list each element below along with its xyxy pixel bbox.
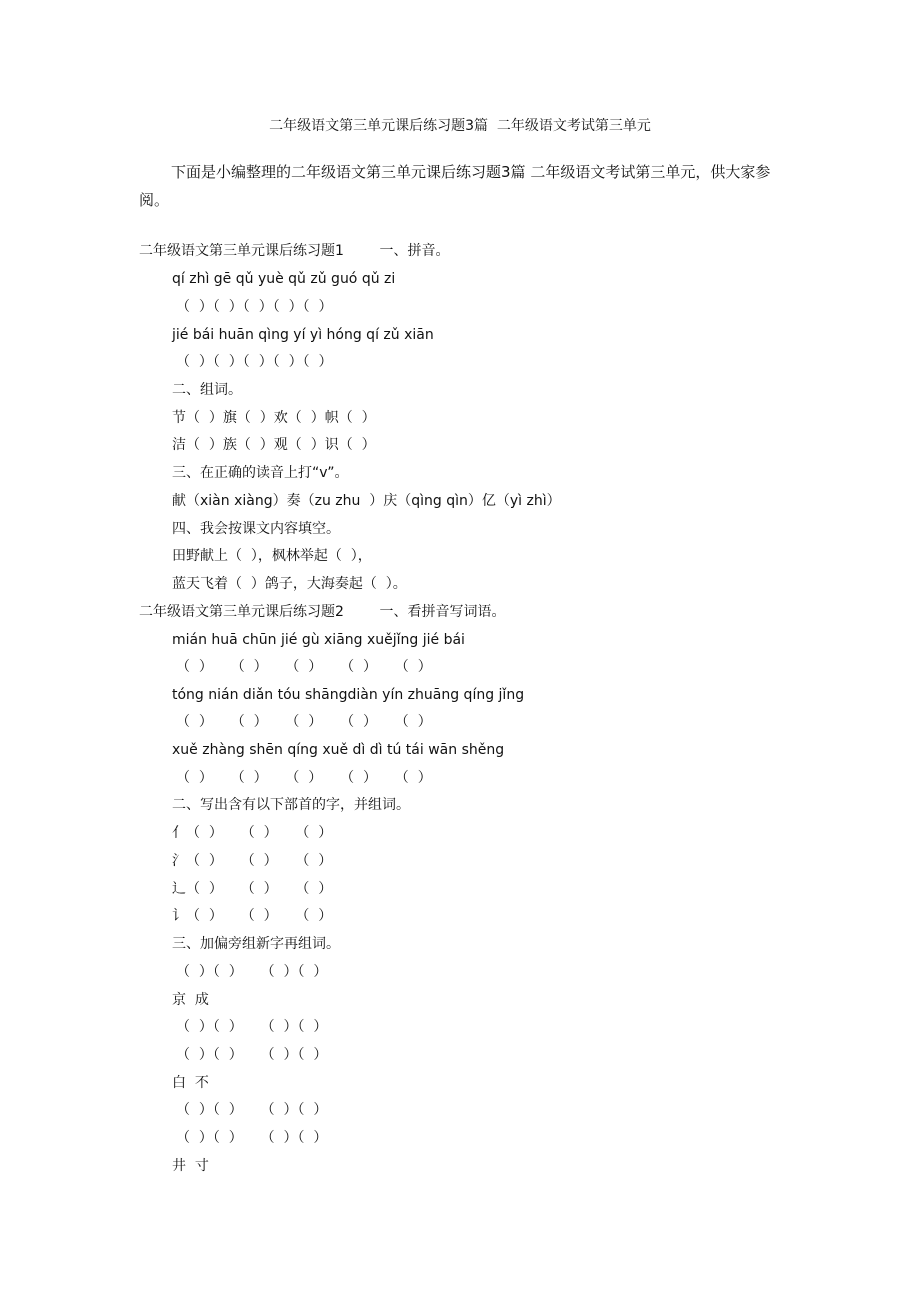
radical-line: 亻（ ） （ ） （ ） bbox=[172, 825, 333, 841]
question-heading: 二、组词。 bbox=[172, 382, 242, 398]
section-heading-1: 二年级语文第三单元课后练习题1 一、拼音。 bbox=[139, 243, 450, 259]
answer-blanks: （ ）（ ） （ ）（ ） bbox=[176, 1019, 328, 1035]
exercise-line: 田野献上（ ），枫林举起（ ）， bbox=[172, 548, 372, 564]
answer-blanks: （ ）（ ） （ ）（ ） bbox=[176, 1047, 328, 1063]
answer-blanks: （ ）（ ）（ ）（ ）（ ） bbox=[176, 354, 333, 370]
answer-blanks: （ ） （ ） （ ） （ ） （ ） bbox=[176, 714, 432, 730]
base-characters: 白 不 bbox=[172, 1075, 209, 1091]
answer-blanks: （ ）（ ） （ ）（ ） bbox=[176, 1102, 328, 1118]
pinyin-line: tóng nián diǎn tóu shāngdiàn yín zhuāng qíng jǐng bbox=[172, 687, 525, 703]
radical-line: 辶（ ） （ ） （ ） bbox=[172, 881, 333, 897]
pinyin-line: jié bái huān qìng yí yì hóng qí zǔ xiān bbox=[172, 327, 434, 343]
answer-blanks: （ ）（ ）（ ）（ ）（ ） bbox=[176, 299, 333, 315]
question-heading: 三、在正确的读音上打“v”。 bbox=[172, 465, 349, 481]
question-heading: 四、我会按课文内容填空。 bbox=[172, 521, 340, 537]
answer-blanks: （ ） （ ） （ ） （ ） （ ） bbox=[176, 770, 432, 786]
answer-blanks: （ ）（ ） （ ）（ ） bbox=[176, 1130, 328, 1146]
question-heading: 二、写出含有以下部首的字，并组词。 bbox=[172, 797, 410, 813]
pinyin-line: qí zhì gē qǔ yuè qǔ zǔ guó qǔ zi bbox=[172, 271, 396, 287]
base-characters: 井 寸 bbox=[172, 1158, 209, 1174]
exercise-line: 献（xiàn xiàng）奏（zu zhu ）庆（qìng qìn）亿（yì zhì） bbox=[172, 493, 561, 509]
section-heading-2: 二年级语文第三单元课后练习题2 一、看拼音写词语。 bbox=[139, 604, 506, 620]
pinyin-line: xuě zhàng shēn qíng xuě dì dì tú tái wān shěng bbox=[172, 742, 505, 758]
answer-blanks: （ ）（ ） （ ）（ ） bbox=[176, 964, 328, 980]
document-title: 二年级语文第三单元课后练习题3篇 二年级语文考试第三单元 bbox=[269, 118, 651, 134]
exercise-line: 节（ ）旗（ ）欢（ ）帜（ ） bbox=[172, 410, 376, 426]
question-heading: 三、加偏旁组新字再组词。 bbox=[172, 936, 340, 952]
exercise-line: 蓝天飞着（ ）鸽子，大海奏起（ ）。 bbox=[172, 576, 407, 592]
radical-line: 氵（ ） （ ） （ ） bbox=[172, 853, 333, 869]
base-characters: 京 成 bbox=[172, 992, 209, 1008]
pinyin-line: mián huā chūn jié gù xiāng xuějǐng jié bái bbox=[172, 632, 465, 648]
exercise-line: 洁（ ）族（ ）观（ ）识（ ） bbox=[172, 437, 376, 453]
answer-blanks: （ ） （ ） （ ） （ ） （ ） bbox=[176, 659, 432, 675]
intro-paragraph: 下面是小编整理的二年级语文第三单元课后练习题3篇 二年级语文考试第三单元，供大家参阅。 bbox=[139, 163, 771, 209]
radical-line: 讠（ ） （ ） （ ） bbox=[172, 908, 333, 924]
